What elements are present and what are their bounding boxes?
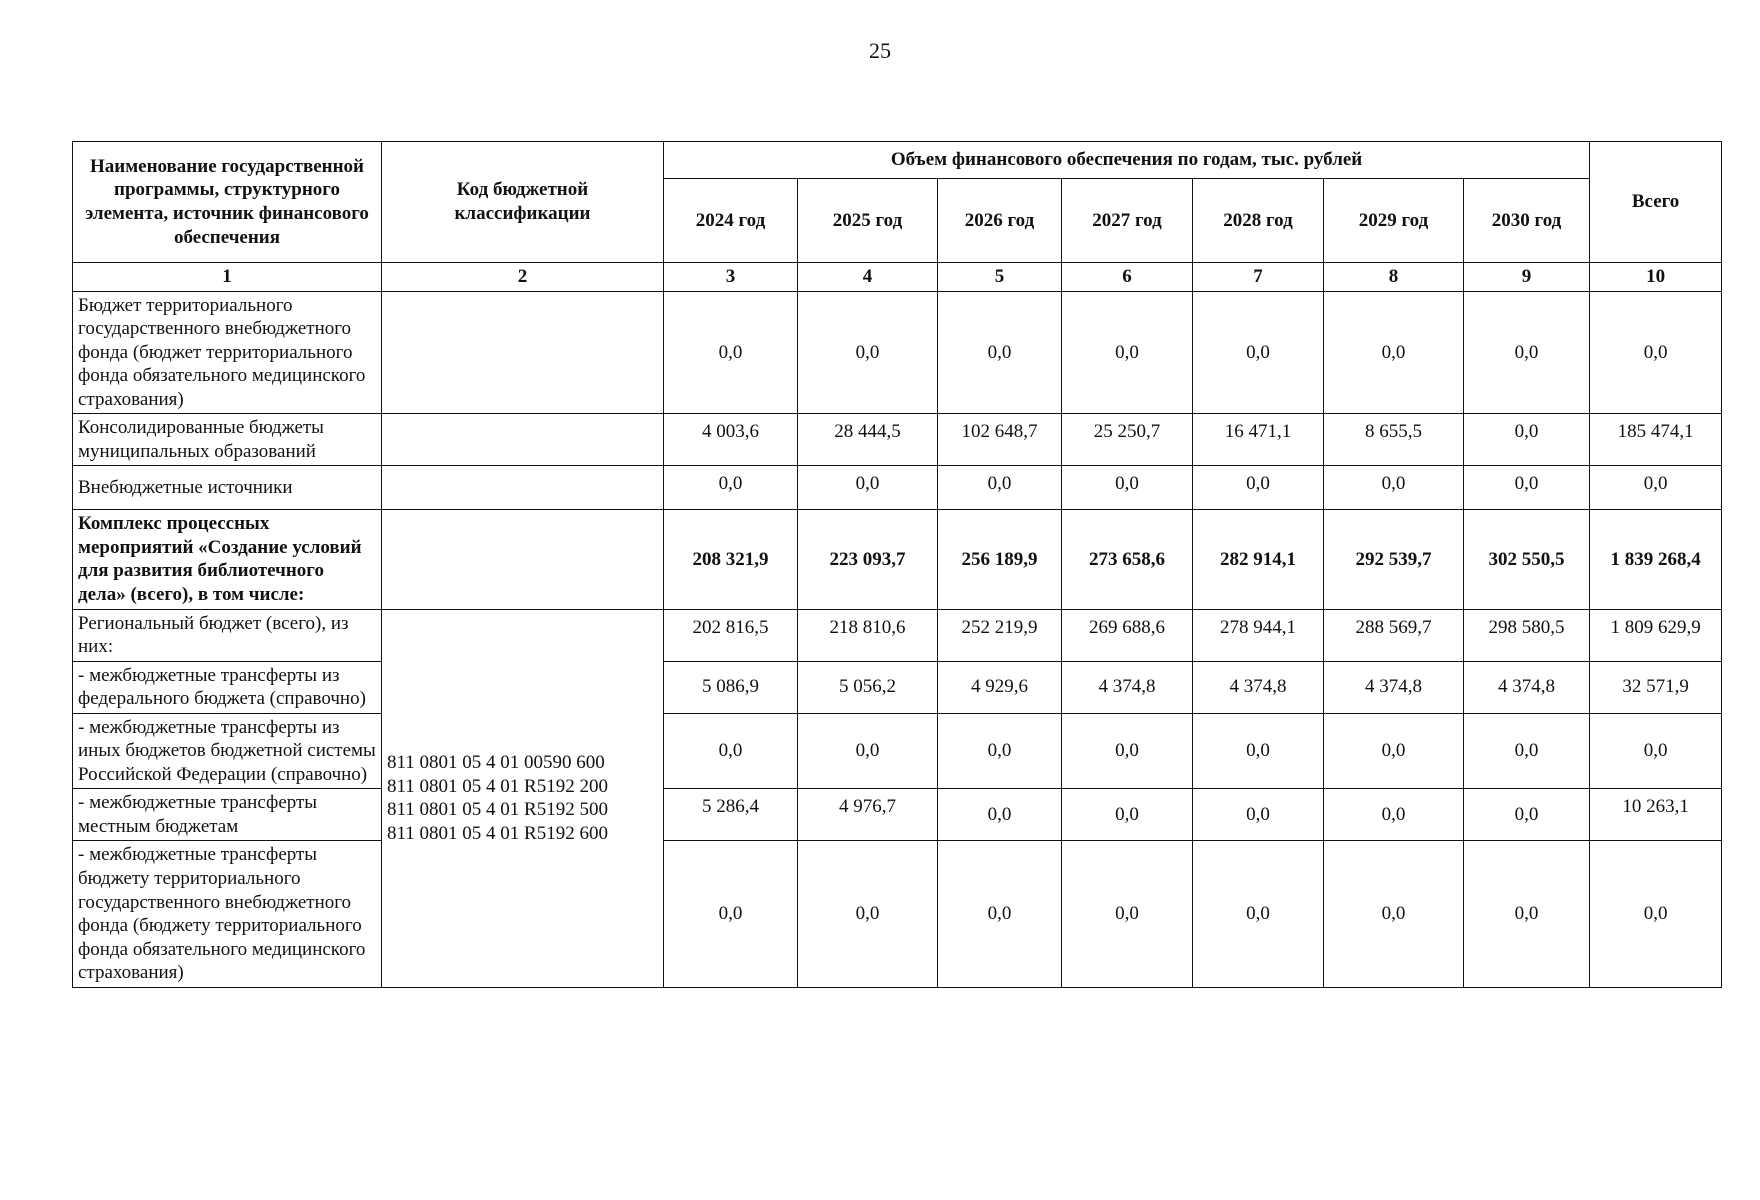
value-cell: 0,0 (1324, 466, 1464, 510)
row-name: Бюджет территориального государственного внебюджетного фонда (бюджет территориального фонда обязательного медицинского страхования) (73, 291, 382, 414)
table-row (73, 414, 1722, 466)
budget-code: 811 0801 05 4 01 R5192 200 (387, 775, 608, 797)
column-number: 1 (73, 263, 382, 292)
value-cell: 0,0 (1464, 466, 1590, 510)
row-name: - межбюджетные трансферты бюджету территориального государственного внебюджетного фонда (бюджету территориального фонда обязательного медицинского страхования) (73, 841, 382, 987)
value-cell: 4 003,6 (664, 414, 798, 466)
header-code: Код бюджетной классификации (382, 142, 664, 263)
value-cell: 102 648,7 (938, 414, 1062, 466)
column-number: 5 (938, 263, 1062, 292)
table-row (73, 789, 1722, 841)
value-cell: 28 444,5 (798, 414, 938, 466)
value-cell: 0,0 (1324, 789, 1464, 841)
page-number: 25 (869, 38, 891, 63)
column-number: 10 (1590, 263, 1722, 292)
value-cell: 5 286,4 (664, 789, 798, 841)
value-cell: 0,0 (1324, 291, 1464, 414)
value-cell: 0,0 (938, 841, 1062, 987)
total-cell: 0,0 (1590, 466, 1722, 510)
value-cell: 0,0 (1193, 291, 1324, 414)
value-cell: 4 374,8 (1193, 661, 1324, 713)
total-cell: 1 809 629,9 (1590, 609, 1722, 661)
table-row (73, 466, 1722, 510)
code-cell (382, 414, 664, 466)
column-number: 8 (1324, 263, 1464, 292)
table-row (73, 661, 1722, 713)
header-total: Всего (1590, 142, 1722, 263)
value-cell: 273 658,6 (1062, 510, 1193, 609)
value-cell: 0,0 (1062, 841, 1193, 987)
value-cell: 4 976,7 (798, 789, 938, 841)
value-cell: 0,0 (664, 713, 798, 789)
value-cell: 4 374,8 (1062, 661, 1193, 713)
value-cell: 0,0 (1193, 466, 1324, 510)
table-row (73, 713, 1722, 789)
column-number: 4 (798, 263, 938, 292)
column-number: 6 (1062, 263, 1193, 292)
value-cell: 5 056,2 (798, 661, 938, 713)
value-cell: 298 580,5 (1464, 609, 1590, 661)
column-number: 7 (1193, 263, 1324, 292)
table-row (73, 291, 1722, 414)
value-cell: 0,0 (798, 713, 938, 789)
value-cell: 5 086,9 (664, 661, 798, 713)
value-cell: 0,0 (1324, 841, 1464, 987)
value-cell: 0,0 (798, 291, 938, 414)
value-cell: 0,0 (1062, 466, 1193, 510)
value-cell: 282 914,1 (1193, 510, 1324, 609)
budget-code: 811 0801 05 4 01 R5192 600 (387, 822, 608, 844)
value-cell: 278 944,1 (1193, 609, 1324, 661)
value-cell: 0,0 (1193, 789, 1324, 841)
value-cell: 0,0 (1464, 841, 1590, 987)
value-cell: 288 569,7 (1324, 609, 1464, 661)
row-name: Консолидированные бюджеты муниципальных образований (73, 414, 382, 466)
value-cell: 0,0 (938, 466, 1062, 510)
total-cell: 1 839 268,4 (1590, 510, 1722, 609)
code-cell (382, 510, 664, 609)
value-cell: 292 539,7 (1324, 510, 1464, 609)
row-name: - межбюджетные трансферты из федерального бюджета (справочно) (73, 661, 382, 713)
table-row (73, 510, 1722, 609)
value-cell: 0,0 (798, 466, 938, 510)
value-cell: 218 810,6 (798, 609, 938, 661)
header-year: 2029 год (1324, 179, 1464, 263)
header-year: 2024 год (664, 179, 798, 263)
value-cell: 0,0 (938, 713, 1062, 789)
value-cell: 0,0 (1464, 414, 1590, 466)
total-cell: 32 571,9 (1590, 661, 1722, 713)
total-cell: 185 474,1 (1590, 414, 1722, 466)
value-cell: 0,0 (798, 841, 938, 987)
budget-code: 811 0801 05 4 01 R5192 500 (387, 799, 608, 821)
value-cell: 223 093,7 (798, 510, 938, 609)
value-cell: 4 374,8 (1464, 661, 1590, 713)
value-cell: 0,0 (1464, 291, 1590, 414)
value-cell: 0,0 (1324, 713, 1464, 789)
value-cell: 0,0 (1062, 713, 1193, 789)
table-row (73, 609, 1722, 661)
header-year: 2027 год (1062, 179, 1193, 263)
header-volume: Объем финансового обеспечения по годам, тыс. рублей (664, 142, 1590, 179)
header-year: 2030 год (1464, 179, 1590, 263)
value-cell: 0,0 (664, 466, 798, 510)
value-cell: 4 374,8 (1324, 661, 1464, 713)
value-cell: 16 471,1 (1193, 414, 1324, 466)
value-cell: 0,0 (1193, 713, 1324, 789)
row-name: Региональный бюджет (всего), из них: (73, 609, 382, 661)
value-cell: 256 189,9 (938, 510, 1062, 609)
column-number: 3 (664, 263, 798, 292)
code-cell (382, 466, 664, 510)
total-cell: 0,0 (1590, 713, 1722, 789)
code-cell (382, 291, 664, 414)
value-cell: 269 688,6 (1062, 609, 1193, 661)
budget-table (72, 141, 1722, 988)
value-cell: 0,0 (1062, 789, 1193, 841)
value-cell: 0,0 (1464, 713, 1590, 789)
value-cell: 208 321,9 (664, 510, 798, 609)
header-name: Наименование государственной программы, структурного элемента, источник финансового обеспечения (73, 142, 382, 263)
column-number: 2 (382, 263, 664, 292)
value-cell: 0,0 (1464, 789, 1590, 841)
table-row (73, 841, 1722, 987)
header-year: 2028 год (1193, 179, 1324, 263)
value-cell: 0,0 (664, 841, 798, 987)
header-year: 2025 год (798, 179, 938, 263)
budget-code: 811 0801 05 4 01 00590 600 (387, 752, 605, 774)
value-cell: 0,0 (938, 291, 1062, 414)
total-cell: 0,0 (1590, 291, 1722, 414)
row-name: Внебюджетные источники (73, 466, 382, 510)
value-cell: 302 550,5 (1464, 510, 1590, 609)
value-cell: 0,0 (1193, 841, 1324, 987)
value-cell: 8 655,5 (1324, 414, 1464, 466)
value-cell: 202 816,5 (664, 609, 798, 661)
row-name: - межбюджетные трансферты местным бюджетам (73, 789, 382, 841)
header-year: 2026 год (938, 179, 1062, 263)
code-cell (382, 609, 664, 987)
value-cell: 0,0 (664, 291, 798, 414)
column-number: 9 (1464, 263, 1590, 292)
value-cell: 25 250,7 (1062, 414, 1193, 466)
row-name: Комплекс процессных мероприятий «Создание условий для развития библиотечного дела» (всего), в том числе: (73, 510, 382, 609)
value-cell: 0,0 (938, 789, 1062, 841)
total-cell: 0,0 (1590, 841, 1722, 987)
row-name: - межбюджетные трансферты из иных бюджетов бюджетной системы Российской Федерации (справочно) (73, 713, 382, 789)
value-cell: 0,0 (1062, 291, 1193, 414)
value-cell: 252 219,9 (938, 609, 1062, 661)
total-cell: 10 263,1 (1590, 789, 1722, 841)
value-cell: 4 929,6 (938, 661, 1062, 713)
